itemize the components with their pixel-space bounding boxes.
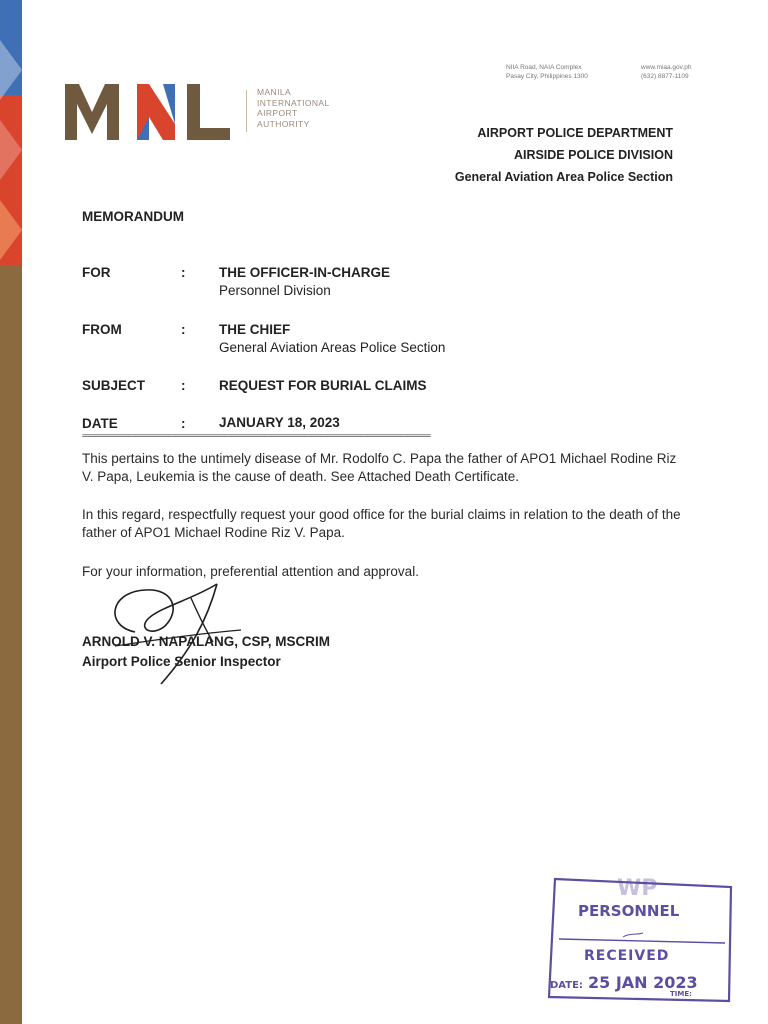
- logo-subtitle: MANILA INTERNATIONAL AIRPORT AUTHORITY: [257, 87, 330, 129]
- for-colon: :: [181, 265, 186, 280]
- stamp-date-label: DATE:: [550, 980, 583, 991]
- memo-title: MEMORANDUM: [82, 209, 184, 224]
- office-address: NIIA Road, NAIA Complex Pasay City, Philippines 1300: [506, 64, 588, 80]
- for-office: Personnel Division: [219, 283, 331, 298]
- body-paragraph-3: For your information, preferential attention and approval.: [82, 564, 419, 579]
- date-colon: :: [181, 416, 186, 431]
- subject-value: REQUEST FOR BURIAL CLAIMS: [219, 378, 427, 393]
- stamp-top-mark: WP: [617, 876, 658, 901]
- signatory-title: Airport Police Senior Inspector: [82, 654, 281, 669]
- separator-line: =========================================================================================================: [82, 432, 431, 440]
- from-colon: :: [181, 322, 186, 337]
- date-value: JANUARY 18, 2023: [219, 415, 340, 430]
- office-contact: www.miaa.gov.ph (632) 8877-1109: [641, 64, 692, 80]
- logo-divider: [246, 90, 247, 132]
- from-office: General Aviation Areas Police Section: [219, 340, 446, 355]
- left-color-band: [0, 0, 22, 1024]
- stamp-time-label: TIME:: [670, 990, 692, 998]
- for-label: FOR: [82, 265, 111, 280]
- section-name: General Aviation Area Police Section: [454, 170, 673, 184]
- for-recipient: THE OFFICER-IN-CHARGE: [219, 265, 390, 280]
- from-sender: THE CHIEF: [219, 322, 291, 337]
- from-label: FROM: [82, 322, 122, 337]
- signatory-name: ARNOLD V. NAPALANG, CSP, MSCRIM: [82, 634, 331, 649]
- date-label: DATE: [82, 416, 118, 431]
- body-paragraph-2: In this regard, respectfully request your good office for the burial claims in relation to the death of the father of APO1 Michael Rodine Riz V. Papa.: [82, 507, 681, 540]
- stamp-personnel: PERSONNEL: [578, 902, 680, 920]
- body-paragraph-1: This pertains to the untimely disease of Mr. Rodolfo C. Papa the father of APO1 Michael Rodine Riz V. Papa, Leukemia is the cause of death. See Attached Death Certificate.: [82, 451, 677, 484]
- for-value: [219, 264, 390, 300]
- from-value: [219, 321, 445, 357]
- band-chevron-overlay: [0, 0, 22, 1024]
- department-name: AIRPORT POLICE DEPARTMENT: [477, 126, 673, 140]
- subject-label: SUBJECT: [82, 378, 146, 393]
- division-name: AIRSIDE POLICE DIVISION: [513, 148, 673, 162]
- stamp-date-value: 25 JAN 2023: [588, 973, 698, 992]
- stamp-received: RECEIVED: [584, 948, 670, 964]
- subject-colon: :: [181, 378, 186, 393]
- mnl-logo: [65, 82, 235, 142]
